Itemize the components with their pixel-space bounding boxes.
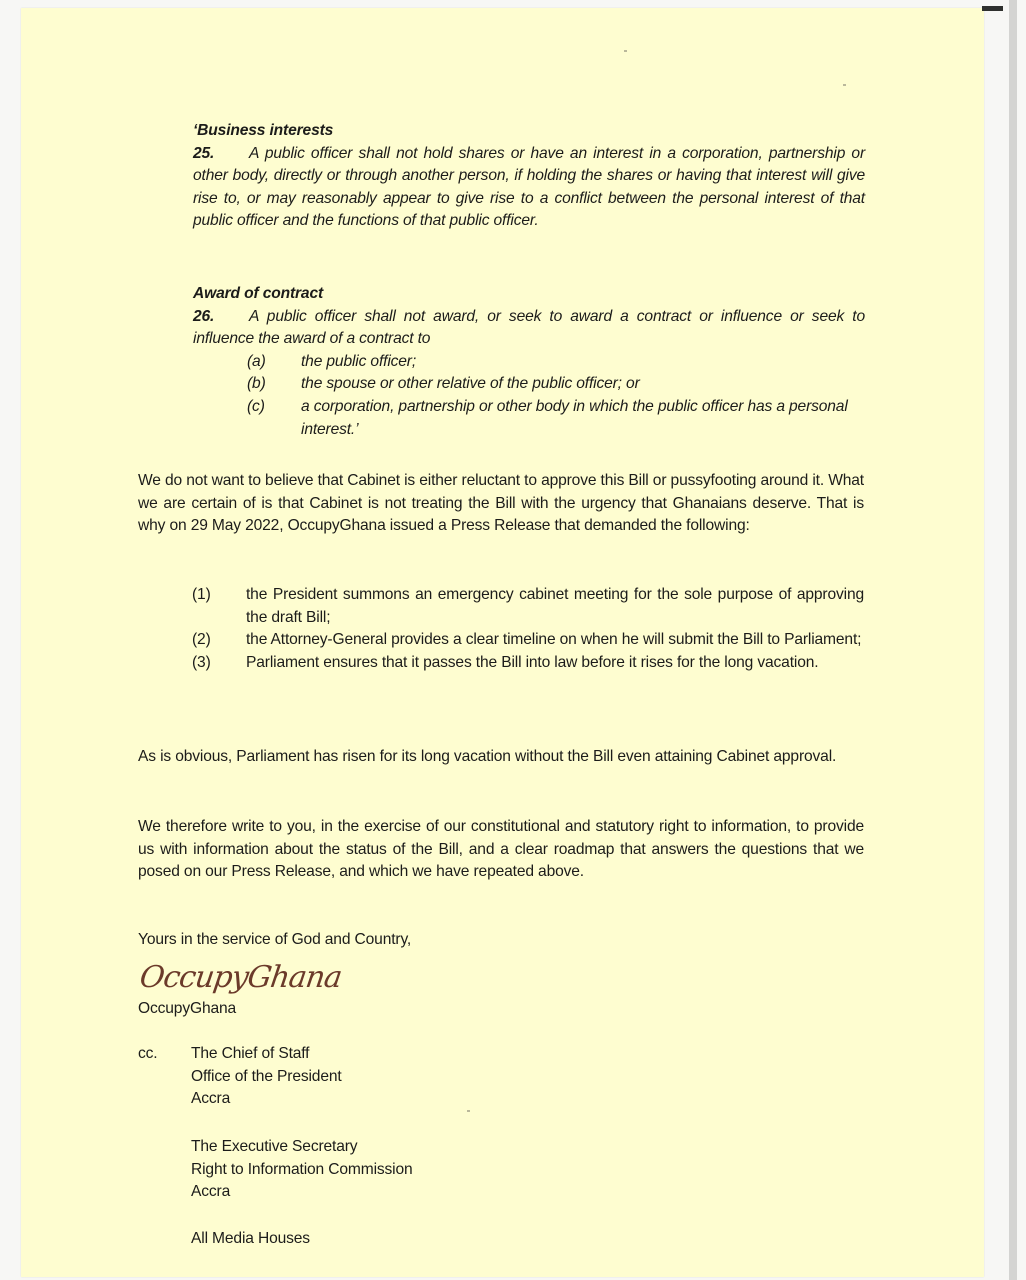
paragraph-2 [138,746,864,769]
demand-text: the President summons an emergency cabinet meeting for the sole purpose of approving the draft Bill; [246,586,864,626]
section-26-number: 26. [193,307,215,325]
demand-text: the Attorney-General provides a clear timeline on when he will submit the Bill to Parliament; [246,631,862,649]
demand-item [138,584,864,629]
scan-speck [467,1110,470,1112]
section-26-text: A public officer shall not award, or seek to award a contract or influence or seek to influence the award of a contract to [193,307,865,348]
item-text: the public officer; [301,352,417,370]
cc-line: Accra [191,1090,231,1108]
cc-recipient [191,1043,342,1111]
paragraph-1 [138,470,864,538]
section-25 [193,120,865,233]
cc-line: The Chief of Staff [191,1045,310,1062]
section-26-item [193,373,865,396]
section-26-item [193,396,865,441]
signatory-name: OccupyGhana [138,1000,237,1017]
section-25-number: 25. [193,144,215,162]
closing: Yours in the service of God and Country, [138,931,412,948]
paragraph-2-text: As is obvious, Parliament has risen for its long vacation without the Bill even attaining Cabinet approval. [138,748,837,765]
handwritten-signature: OccupyGhana [137,960,344,995]
demand-label: (1) [192,586,211,603]
cc-line: Accra [191,1183,231,1201]
demand-item [138,629,864,652]
cc-line: Office of the President [191,1067,342,1085]
section-26-heading: Award of contract [193,285,324,302]
demand-text: Parliament ensures that it passes the Bill into law before it rises for the long vacation. [246,653,819,671]
cc-label: cc. [138,1045,158,1062]
cc-line: All Media Houses [191,1230,310,1247]
cc-recipient [191,1228,310,1251]
section-26-item [193,351,865,374]
cc-line: The Executive Secretary [191,1138,358,1155]
demand-label: (3) [192,653,211,671]
paragraph-3-text: We therefore write to you, in the exercise of our constitutional and statutory right to information, to provide us with information about the status of the Bill, and a clear roadmap that answers the questions that we posed on our Press Release, and which we have repeated above. [138,818,864,881]
paragraph-3 [138,816,864,884]
scroll-indicator[interactable] [982,6,1003,11]
demand-item [138,652,864,675]
scan-speck [843,84,846,86]
section-26 [193,283,865,441]
demand-label: (2) [192,631,211,649]
item-label: (c) [247,397,265,415]
section-25-text: A public officer shall not hold shares or have an interest in a corporation, partnership or other body, directly or through another person, if holding the shares or having that interest will give rise to, or may reasonably appear to give rise to a conflict between the personal interest of that public officer and the functions of that public officer. [193,144,865,230]
demands-list [138,584,864,674]
item-text: the spouse or other relative of the public officer; or [301,375,640,393]
scrollbar[interactable] [1009,0,1017,1280]
scan-speck [624,50,627,52]
item-text: a corporation, partnership or other body in which the public officer has a personal interest.’ [301,397,848,438]
section-25-heading: ‘Business interests [193,122,334,139]
item-label: (a) [247,352,266,370]
cc-recipient [191,1136,413,1204]
cc-line: Right to Information Commission [191,1160,413,1178]
item-label: (b) [247,375,266,393]
paragraph-1-text: We do not want to believe that Cabinet is either reluctant to approve this Bill or pussyfooting around it. What we are certain of is that Cabinet is not treating the Bill with the urgency that Ghanaians deserve. That is why on 29 May 2022, OccupyGhana issued a Press Release that demanded the following: [138,472,864,535]
